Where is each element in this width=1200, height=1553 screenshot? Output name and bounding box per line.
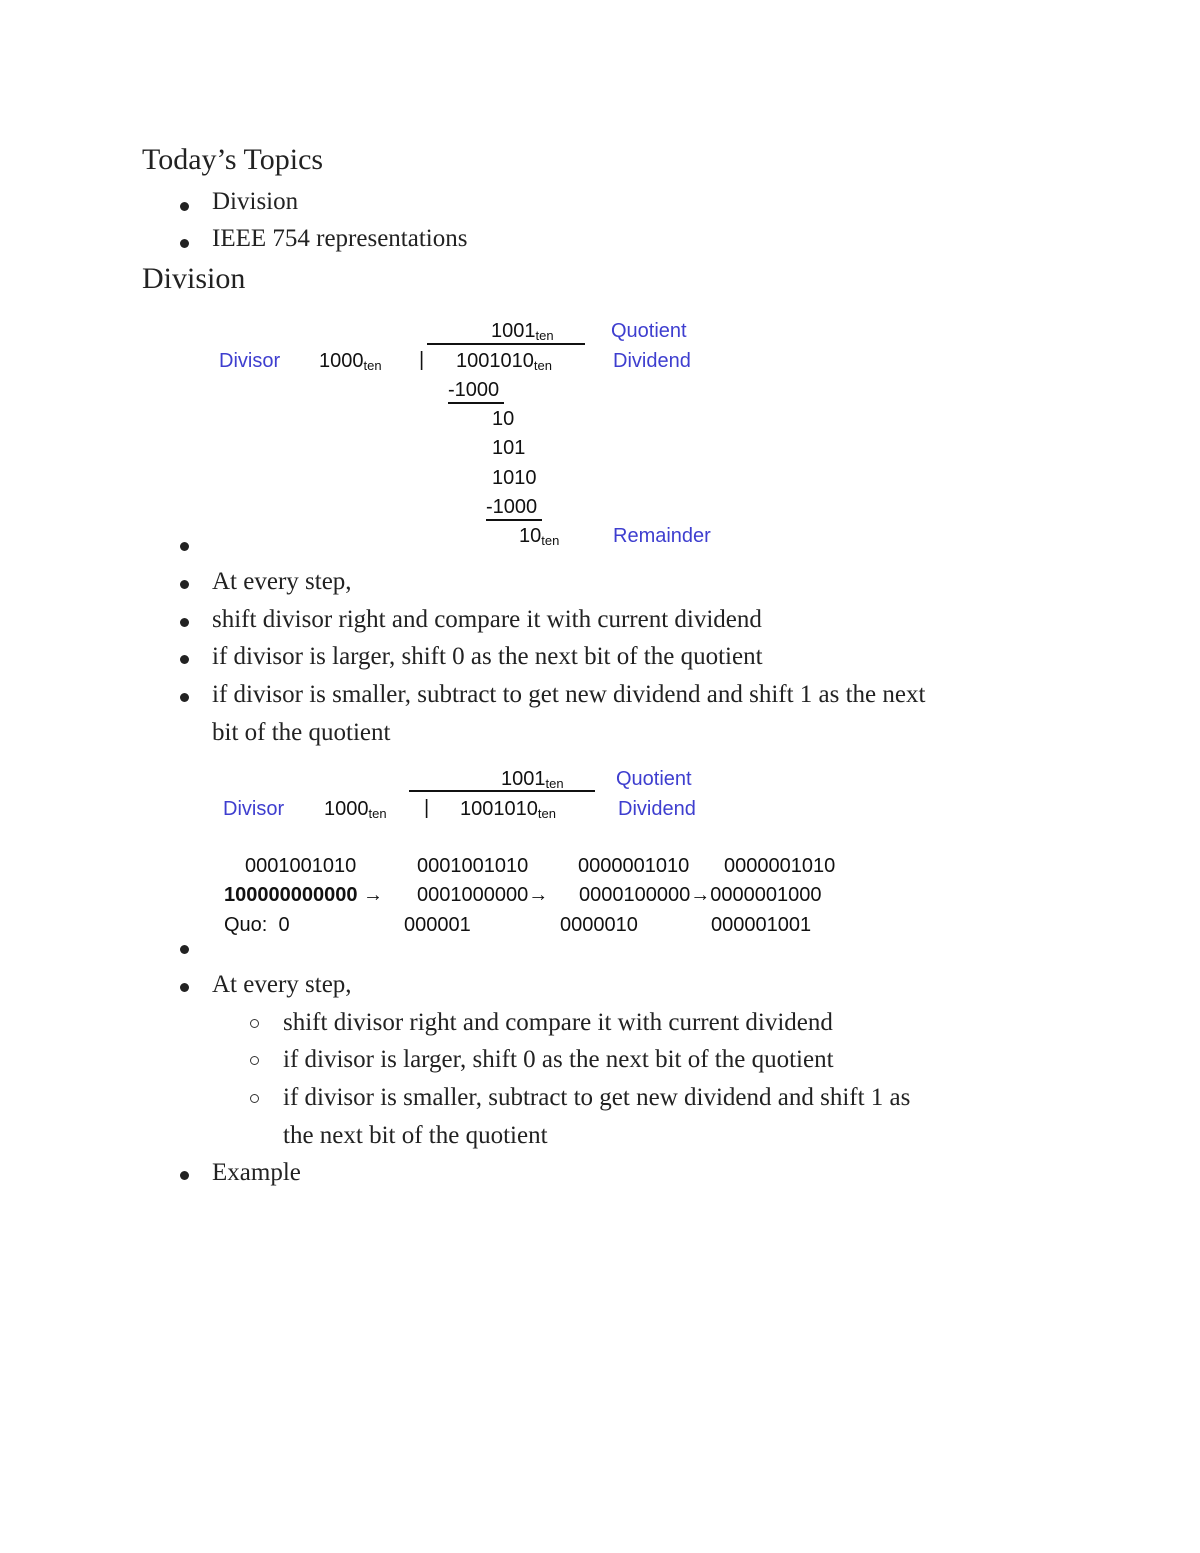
remainder-value: $10_{ten}$ [519,525,560,548]
division-step: -1000 [486,496,538,518]
bullet [180,202,189,211]
bullet [180,945,189,954]
division-step: 101 [492,437,526,459]
list-item: if divisor is larger, shift 0 as the next bit of the quotient [212,643,763,670]
bullet [180,542,189,551]
sub-list-item: shift divisor right and compare it with current dividend [283,1009,833,1036]
dividend-step: 0001001010 [417,855,529,877]
bullet [180,1171,189,1180]
heading-todays-topics: Today’s Topics [142,143,324,176]
list-item-example: Example [212,1159,301,1186]
dividend-value: $1001010_{ten}$ [456,350,552,373]
list-item: At every step, [212,568,352,595]
dividend-step: 0000001010 [578,855,690,877]
division-step: -1000 [448,379,500,401]
list-item: shift divisor right and compare it with current dividend [212,606,762,633]
division-bracket: | [424,797,430,819]
arrow-right-icon: → [690,884,711,906]
bullet [180,693,189,702]
list-item-continuation: bit of the quotient [212,719,391,746]
subtraction-underline [448,402,504,404]
topic-item: IEEE 754 representations [212,225,468,252]
remainder-label: Remainder [613,525,711,547]
division-step: 10 [492,408,515,430]
sub-list-item: if divisor is larger, shift 0 as the next bit of the quotient [283,1046,834,1073]
division-bar-line [427,343,585,345]
sub-list-item-continuation: the next bit of the quotient [283,1122,548,1149]
divisor-label: Divisor [223,798,285,820]
quotient-step: 000001001 [711,914,812,936]
sub-bullet [250,1056,259,1065]
quotient-step: 000001 [404,914,471,936]
divisor-step: 0001000000→ [417,884,549,906]
division-bracket: | [419,349,425,371]
bullet [180,580,189,589]
list-item: if divisor is smaller, subtract to get new dividend and shift 1 as the next [212,681,926,708]
dividend-label: Dividend [613,350,691,372]
divisor-label: Divisor [219,350,281,372]
quotient-value: $1001_{ten}$ [491,320,554,343]
divisor-step: 100000000000 → [224,884,384,906]
subtraction-underline [486,519,542,521]
bullet [180,618,189,627]
dividend-value: $1001010_{ten}$ [460,798,556,821]
bullet [180,983,189,992]
quotient-step: Quo: 0 [224,914,290,936]
bullet [180,239,189,248]
dividend-label: Dividend [618,798,696,820]
sub-list-item: if divisor is smaller, subtract to get new dividend and shift 1 as [283,1084,911,1111]
bullet [180,655,189,664]
quotient-label: Quotient [611,320,687,342]
division-step: 1010 [492,467,537,489]
topic-item: Division [212,188,299,215]
arrow-right-icon: → [363,884,384,906]
quotient-step: 0000010 [560,914,638,936]
dividend-step: 0001001010 [245,855,357,877]
dividend-step: 0000001010 [724,855,836,877]
quotient-value: $1001_{ten}$ [501,768,564,791]
heading-division: Division [142,262,246,295]
quotient-label: Quotient [616,768,692,790]
divisor-step: 0000100000→0000001000 [579,884,822,906]
sub-bullet [250,1094,259,1103]
divisor-value: $1000_{ten}$ [319,350,382,373]
arrow-right-icon: → [528,884,549,906]
list-item: At every step, [212,971,352,998]
divisor-value: $1000_{ten}$ [324,798,387,821]
sub-bullet [250,1019,259,1028]
